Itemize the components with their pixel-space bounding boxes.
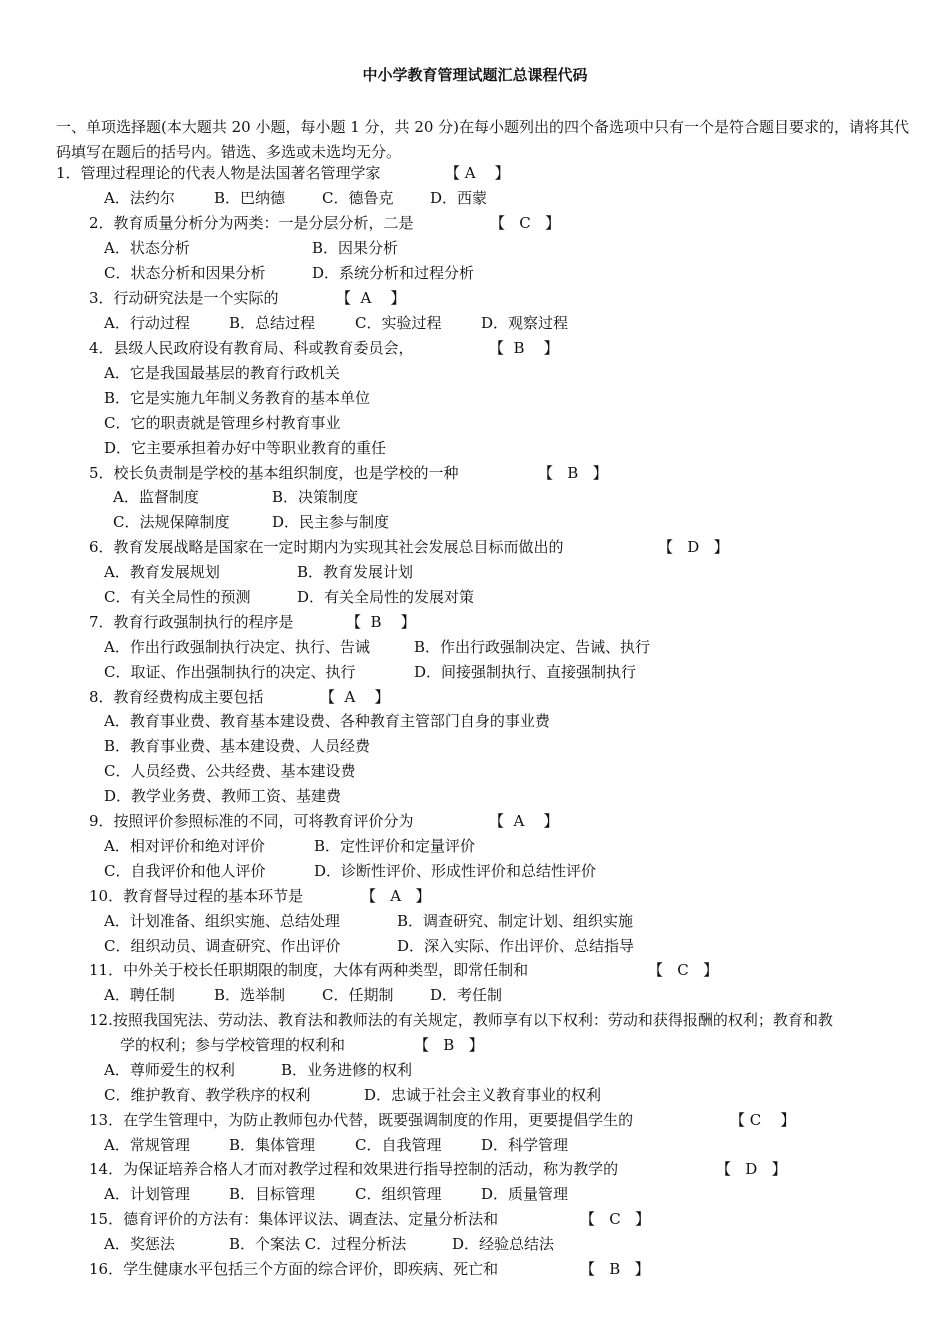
option-a: A．计划准备、组织实施、总结处理	[104, 912, 340, 930]
options-row	[0, 436, 950, 461]
options-row	[0, 734, 950, 759]
options-row	[0, 510, 950, 535]
option-c: C．有关全局性的预测	[104, 588, 251, 606]
options-row	[0, 859, 950, 884]
option-a: A．作出行政强制执行决定、执行、告诫	[104, 638, 370, 656]
answer-bracket: 【 A 】	[489, 812, 559, 830]
option-b: B．目标管理	[229, 1185, 316, 1203]
option-c: C．任期制	[322, 986, 394, 1004]
option-a: A．尊师爱生的权利	[104, 1061, 235, 1079]
answer-bracket: 【 C 】	[648, 961, 719, 979]
option-c: C．它的职责就是管理乡村教育事业	[104, 414, 341, 432]
option-d: D．观察过程	[481, 314, 569, 332]
question-stem-text: 学的权利；参与学校管理的权利和	[120, 1036, 346, 1054]
option-b: B．业务进修的权利	[281, 1061, 413, 1079]
options-row	[0, 983, 950, 1008]
option-b: B．总结过程	[229, 314, 316, 332]
option-c: C．德鲁克	[322, 189, 394, 207]
question-16-stem	[89, 1257, 650, 1282]
answer-bracket: 【 B 】	[580, 1260, 650, 1278]
option-b: B．教育事业费、基本建设费、人员经费	[104, 737, 371, 755]
options-row	[0, 1083, 950, 1108]
answer-bracket: 【 A 】	[336, 289, 406, 307]
question-2-stem	[89, 211, 561, 236]
question-10-stem	[89, 884, 431, 909]
answer-bracket: 【 A 】	[445, 164, 510, 182]
option-b: B．集体管理	[229, 1136, 316, 1154]
option-c: C．实验过程	[355, 314, 442, 332]
option-d: D．民主参与制度	[272, 513, 390, 531]
option-c: C．状态分析和因果分析	[104, 264, 266, 282]
question-stem-text: 11．中外关于校长任职期限的制度，大体有两种类型，即常任制和	[89, 961, 529, 979]
question-8-stem	[89, 685, 390, 710]
options-row	[0, 934, 950, 959]
option-a: A．聘任制	[104, 986, 175, 1004]
question-11-stem	[89, 958, 719, 983]
options-row	[0, 361, 950, 386]
answer-bracket: 【 C 】	[580, 1210, 651, 1228]
question-stem-text: 1．管理过程理论的代表人物是法国著名管理学家	[56, 164, 381, 182]
option-d: D．考任制	[430, 986, 503, 1004]
question-15-stem	[89, 1207, 651, 1232]
option-d: D．质量管理	[481, 1185, 569, 1203]
answer-bracket: 【 A 】	[320, 688, 390, 706]
option-c: C．人员经费、公共经费、基本建设费	[104, 762, 356, 780]
option-d: D．教学业务费、教师工资、基建费	[104, 787, 342, 805]
answer-bracket: 【 B 】	[489, 339, 559, 357]
option-d: D．系统分析和过程分析	[312, 264, 475, 282]
option-c: C．法规保障制度	[113, 513, 230, 531]
options-row	[0, 1058, 950, 1083]
answer-bracket: 【 B 】	[346, 613, 416, 631]
option-c: C．组织管理	[355, 1185, 442, 1203]
options-row	[0, 261, 950, 286]
question-stem-text: 15．德育评价的方法有：集体评议法、调查法、定量分析法和	[89, 1210, 499, 1228]
option-b: B．教育发展计划	[297, 563, 414, 581]
answer-bracket: 【 C 】	[490, 214, 561, 232]
question-stem-text: 6．教育发展战略是国家在一定时期内为实现其社会发展总目标而做出的	[89, 538, 564, 556]
option-c: C．取证、作出强制执行的决定、执行	[104, 663, 356, 681]
options-row	[0, 485, 950, 510]
option-b: B．决策制度	[272, 488, 359, 506]
options-row	[0, 236, 950, 261]
question-1-stem	[56, 161, 510, 186]
question-stem-text: 2．教育质量分析分为两类：一是分层分析，二是	[89, 214, 414, 232]
question-stem-text: 12.按照我国宪法、劳动法、教育法和教师法的有关规定，教师享有以下权利：劳动和获得报酬的权利；教育和教	[89, 1011, 833, 1029]
section-instructions: 一、单项选择题(本大题共 20 小题，每小题 1 分，共 20 分)在每小题列出的四个备选项中只有一个是符合题目要求的，请将其代码填写在题后的括号内。错选、多选或未选均无分。	[56, 118, 910, 161]
question-4-stem	[89, 336, 559, 361]
options-row	[0, 1133, 950, 1158]
options-row	[0, 411, 950, 436]
question-stem-text: 16．学生健康水平包括三个方面的综合评价，即疾病、死亡和	[89, 1260, 499, 1278]
option-d: D．西蒙	[430, 189, 488, 207]
option-d: D．它主要承担着办好中等职业教育的重任	[104, 439, 387, 457]
options-row	[0, 186, 950, 211]
options-row	[0, 709, 950, 734]
question-stem-text: 13．在学生管理中，为防止教师包办代替，既要强调制度的作用，更要提倡学生的	[89, 1111, 634, 1129]
option-d: D．间接强制执行、直接强制执行	[414, 663, 637, 681]
option-a: A．它是我国最基层的教育行政机关	[104, 364, 340, 382]
options-row	[0, 759, 950, 784]
option-a: A．教育事业费、教育基本建设费、各种教育主管部门自身的事业费	[104, 712, 550, 730]
option-d: D．深入实际、作出评价、总结指导	[397, 937, 635, 955]
option-b: B．它是实施九年制义务教育的基本单位	[104, 389, 371, 407]
option-a: A．奖惩法	[104, 1235, 175, 1253]
option-b: B．定性评价和定量评价	[314, 837, 476, 855]
question-stem-text: 9．按照评价参照标准的不同，可将教育评价分为	[89, 812, 414, 830]
question-stem-text: 10．教育督导过程的基本环节是	[89, 887, 304, 905]
question-14-stem	[89, 1157, 787, 1182]
option-b: B．调查研究、制定计划、组织实施	[397, 912, 634, 930]
options-row	[0, 386, 950, 411]
option-d: D．科学管理	[481, 1136, 569, 1154]
option-c: C．组织动员、调查研究、作出评价	[104, 937, 341, 955]
option-a: A．计划管理	[104, 1185, 190, 1203]
option-b: B．因果分析	[312, 239, 399, 257]
option-a: A．监督制度	[113, 488, 199, 506]
options-row	[0, 834, 950, 859]
answer-bracket: 【 D 】	[658, 538, 729, 556]
question-stem-text: 7．教育行政强制执行的程序是	[89, 613, 294, 631]
options-row	[0, 1182, 950, 1207]
option-d: D．忠诚于社会主义教育事业的权利	[364, 1086, 602, 1104]
question-9-stem	[89, 809, 559, 834]
answer-bracket: 【 C 】	[730, 1111, 796, 1129]
options-row	[0, 1232, 950, 1257]
answer-bracket: 【 D 】	[716, 1160, 787, 1178]
answer-bracket: 【 A 】	[361, 887, 431, 905]
option-b: B．选举制	[214, 986, 286, 1004]
option-c: C．自我管理	[355, 1136, 442, 1154]
options-row	[0, 784, 950, 809]
option-a: A．状态分析	[104, 239, 190, 257]
answer-bracket: 【 B 】	[538, 464, 608, 482]
options-row	[0, 635, 950, 660]
option-a: A．行动过程	[104, 314, 190, 332]
options-row	[0, 585, 950, 610]
question-5-stem	[89, 461, 608, 486]
question-13-stem	[89, 1108, 796, 1133]
question-7-stem	[89, 610, 416, 635]
answer-bracket: 【 B 】	[414, 1036, 484, 1054]
option-b: B．作出行政强制决定、告诫、执行	[414, 638, 651, 656]
question-stem-text: 8．教育经费构成主要包括	[89, 688, 264, 706]
question-stem-text: 14．为保证培养合格人才而对教学过程和效果进行指导控制的活动，称为教学的	[89, 1160, 619, 1178]
option-a: A．教育发展规划	[104, 563, 220, 581]
option-b: B．个案法 C．过程分析法	[229, 1235, 407, 1253]
option-c: C．维护教育、教学秩序的权利	[104, 1086, 311, 1104]
question-stem-text: 4．县级人民政府设有教育局、科或教育委员会，	[89, 339, 414, 357]
question-6-stem	[89, 535, 729, 560]
option-b: B．巴纳德	[214, 189, 286, 207]
question-stem-text: 3．行动研究法是一个实际的	[89, 289, 279, 307]
page-title: 中小学教育管理试题汇总课程代码	[362, 66, 588, 84]
option-d: D．有关全局性的发展对策	[297, 588, 475, 606]
option-c: D．经验总结法	[452, 1235, 555, 1253]
question-12-stem	[89, 1008, 833, 1033]
options-row	[0, 909, 950, 934]
question-3-stem	[89, 286, 406, 311]
question-stem-text: 5．校长负责制是学校的基本组织制度，也是学校的一种	[89, 464, 459, 482]
options-row	[0, 660, 950, 685]
option-a: A．法约尔	[104, 189, 175, 207]
options-row	[0, 311, 950, 336]
question-12-stem-continued	[120, 1033, 484, 1058]
option-a: A．常规管理	[104, 1136, 190, 1154]
options-row	[0, 560, 950, 585]
option-a: A．相对评价和绝对评价	[104, 837, 265, 855]
option-d: D．诊断性评价、形成性评价和总结性评价	[314, 862, 597, 880]
option-c: C．自我评价和他人评价	[104, 862, 266, 880]
